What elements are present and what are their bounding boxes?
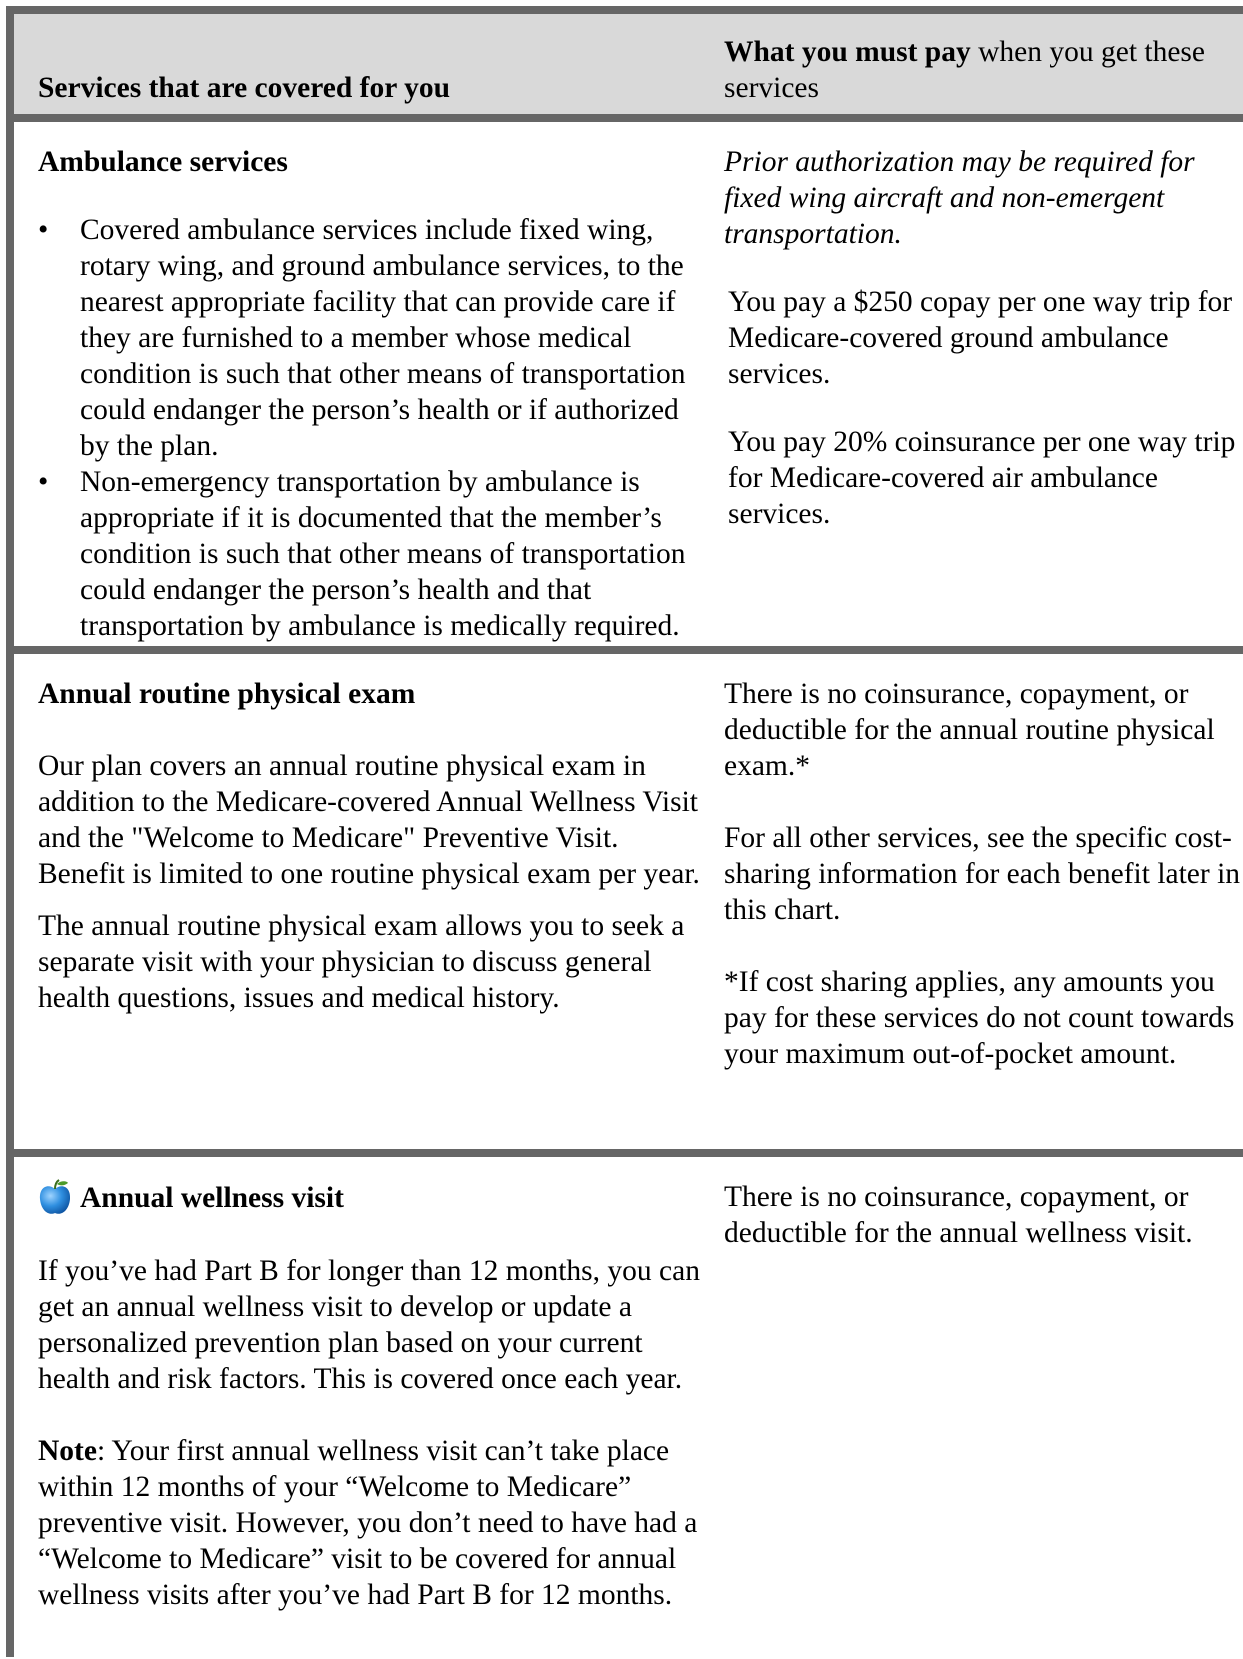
physical-exam-paragraph: The annual routine physical exam allows you to seek a separate visit with your physician to discuss general health questions, issues and medical history. [38, 910, 685, 1014]
physical-pay-cell [702, 654, 1243, 1149]
apple-icon [38, 1179, 72, 1217]
header-pay-bold: What you must pay [724, 36, 971, 68]
ambulance-bullet-list [38, 212, 702, 644]
wellness-paragraph: If you’ve had Part B for longer than 12 months, you can get an annual wellness visit to develop or update a personalized prevention plan based on your current health and risk factors. This is covered once each year. [38, 1255, 700, 1395]
physical-exam-paragraph: Our plan covers an annual routine physical exam in addition to the Medicare-covered Annual Wellness Visit and the "Welcome to Medicare" Preventive Visit. Benefit is limited to one routine physical exam per year. [38, 750, 700, 890]
table-row-wellness-visit [14, 1157, 1243, 1657]
wellness-title: Annual wellness visit [80, 1182, 344, 1214]
benefits-table [6, 6, 1243, 1657]
ambulance-pay-cell [702, 122, 1243, 646]
ambulance-prior-auth-note: Prior authorization may be required for fixed wing aircraft and non-emergent transportation. [724, 146, 1195, 250]
wellness-cost: There is no coinsurance, copayment, or deductible for the annual wellness visit. [724, 1181, 1193, 1249]
physical-cost-sharing-note: *If cost sharing applies, any amounts you pay for these services do not count towards your maximum out-of-pocket amount. [724, 966, 1235, 1070]
ambulance-title: Ambulance services [38, 146, 288, 178]
wellness-title-line [38, 1179, 702, 1217]
ambulance-air-cost: You pay 20% coinsurance per one way trip for Medicare-covered air ambulance services. [728, 426, 1236, 530]
physical-exam-cost: There is no coinsurance, copayment, or deductible for the annual routine physical exam.* [724, 678, 1215, 782]
wellness-services-cell [14, 1157, 702, 1657]
wellness-note [38, 1433, 702, 1613]
wellness-note-text: : Your first annual wellness visit can’t take place within 12 months of your “Welcome to Medicare” preventive visit. However, you don’t need to have had a “Welcome to Medicare” visit to be covered for annual wellness visits after you’ve had Part B for 12 months. [38, 1435, 698, 1611]
ambulance-ground-cost: You pay a $250 copay per one way trip for Medicare-covered ground ambulance services. [728, 286, 1233, 390]
ambulance-bullet: • Non-emergency transportation by ambulance is appropriate if it is documented that the member’s condition is such that other means of transportation could endanger the person’s health and that transportation by ambulance is medically required. [38, 464, 702, 644]
header-pay-rest: when you get these services [724, 36, 1206, 104]
header-services-cell [14, 14, 702, 114]
physical-services-cell [14, 654, 702, 1149]
ambulance-bullet: • Covered ambulance services include fixed wing, rotary wing, and ground ambulance services, to the nearest appropriate facility that can provide care if they are furnished to a member whose medical condition is such that other means of transportation could endanger the person’s health or if authorized by the plan. [38, 212, 702, 464]
table-row-physical-exam [14, 654, 1243, 1157]
ambulance-services-cell [14, 122, 702, 646]
table-header-row [14, 14, 1243, 122]
wellness-pay-cell [702, 1157, 1243, 1657]
header-pay-cell [702, 14, 1243, 114]
header-services-label: Services that are covered for you [38, 72, 451, 104]
wellness-note-label: Note [38, 1435, 97, 1467]
physical-exam-title: Annual routine physical exam [38, 678, 416, 710]
table-row-ambulance [14, 122, 1243, 654]
physical-other-services-note: For all other services, see the specific cost-sharing information for each benefit later in this chart. [724, 822, 1241, 926]
